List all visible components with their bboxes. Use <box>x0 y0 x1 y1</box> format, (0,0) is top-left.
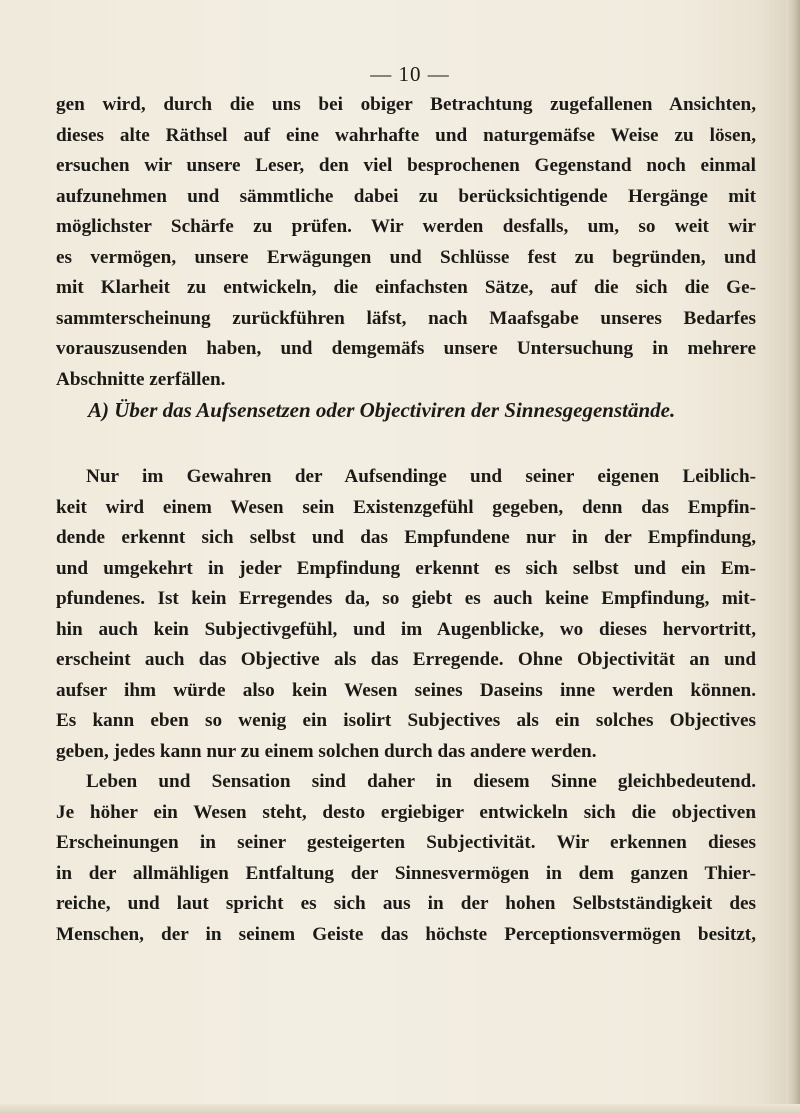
text-line: es vermögen, unsere Erwägungen und Schlüsse fest zu begründen, und <box>56 246 756 268</box>
text-line: möglichster Schärfe zu prüfen. Wir werden desfalls, um, so weit wir <box>56 216 756 237</box>
text-line: in der allmähligen Entfaltung der Sinnesvermögen in dem ganzen Thier- <box>56 862 756 884</box>
text-line: pfundenes. Ist kein Erregendes da, so giebt es auch keine Empfindung, mit- <box>56 588 756 609</box>
text-line: hin auch kein Subjectivgefühl, und im Augenblicke, wo dieses hervortritt, <box>56 618 756 640</box>
text-line: Leben und Sensation sind daher in diesem Sinne gleichbedeutend. <box>86 771 756 792</box>
text-line: Nur im Gewahren der Aufsendinge und seiner eigenen Leiblich- <box>86 466 756 487</box>
text-line: gen wird, durch die uns bei obiger Betrachtung zugefallenen Ansichten, <box>56 94 756 115</box>
text-line: dende erkennt sich selbst und das Empfundene nur in der Empfindung, <box>56 527 756 548</box>
page-edge-right <box>786 0 800 1114</box>
text-line: Erscheinungen in seiner gesteigerten Subjectivität. Wir erkennen dieses <box>56 832 756 853</box>
text-line: keit wird einem Wesen sein Existenzgefühl gegeben, denn das Empfin- <box>56 496 756 518</box>
text-line: sammterscheinung zurückführen läfst, nach Maafsgabe unseres Bedarfes <box>56 307 756 329</box>
text-line: reiche, und laut spricht es sich aus in der hohen Selbstständigkeit des <box>56 893 756 914</box>
text-line: vorauszusenden haben, und demgemäfs unsere Untersuchung in mehrere <box>56 338 756 359</box>
text-line: Abschnitte zerfällen. <box>56 368 226 390</box>
text-line: aufzunehmen und sämmtliche dabei zu berücksichtigende Hergänge mit <box>56 185 756 207</box>
text-line: dieses alte Räthsel auf eine wahrhafte und naturgemäfse Weise zu lösen, <box>56 124 756 146</box>
paragraph-1 <box>56 90 756 395</box>
paragraph-2 <box>56 462 756 950</box>
text-line: und umgekehrt in jeder Empfindung erkennt es sich selbst und ein Em- <box>56 557 756 579</box>
page-edge-bottom <box>0 1104 800 1114</box>
text-line: Menschen, der in seinem Geiste das höchste Perceptionsvermögen besitzt, <box>56 923 756 945</box>
page-number: — 10 — <box>370 62 450 86</box>
text-line: aufser ihm würde also kein Wesen seines Daseins inne werden können. <box>56 679 756 701</box>
text-line: geben, jedes kann nur zu einem solchen durch das andere werden. <box>56 740 597 762</box>
text-line: ersuchen wir unsere Leser, den viel besprochenen Gegenstand noch einmal <box>56 155 756 176</box>
section-heading: A) Über das Aufsensetzen oder Objectiviren der Sinnesgegenstände. <box>88 398 676 422</box>
text-line: erscheint auch das Objective als das Erregende. Ohne Objectivität an und <box>56 649 756 670</box>
text-line: mit Klarheit zu entwickeln, die einfachsten Sätze, auf die sich die Ge- <box>56 277 756 298</box>
text-line: Es kann eben so wenig ein isolirt Subjectives als ein solches Objectives <box>56 710 756 731</box>
text-line: Je höher ein Wesen steht, desto ergiebiger entwickeln sich die objectiven <box>56 801 756 823</box>
